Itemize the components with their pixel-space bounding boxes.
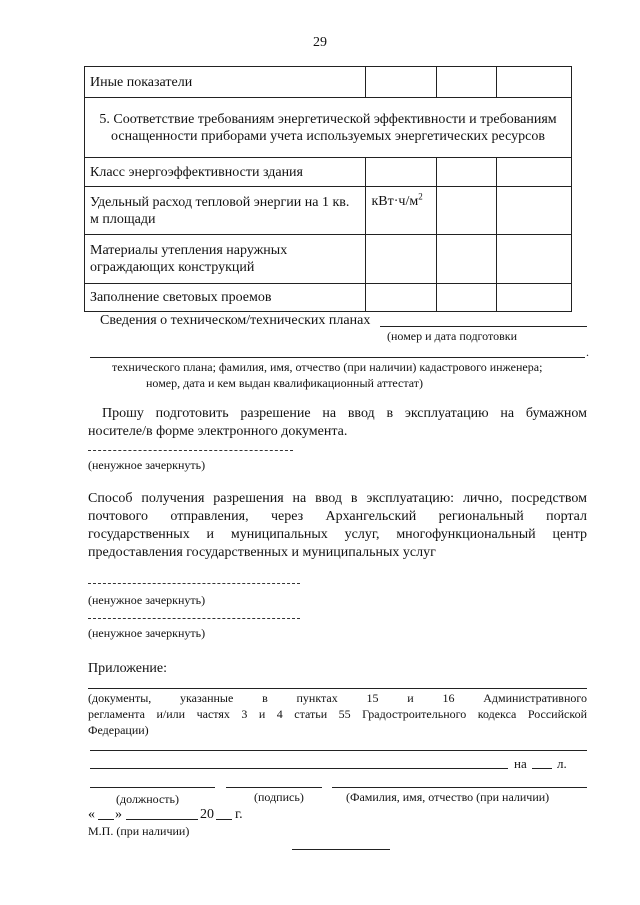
table-cell <box>366 284 437 312</box>
table-row <box>85 284 572 312</box>
tech-plan-hint-1: (номер и дата подготовки <box>387 329 518 343</box>
request-strike-line <box>88 450 293 451</box>
stamp-caption: М.П. (при наличии) <box>88 824 190 838</box>
date-year-prefix: 20 <box>200 807 214 822</box>
date-open-quote: « <box>88 807 95 822</box>
table-row <box>85 158 572 187</box>
unit-cell <box>366 187 437 235</box>
name-caption: (Фамилия, имя, отчество (при наличии) <box>346 790 550 804</box>
date-close-quote: » <box>115 807 122 822</box>
date-year-suffix: г. <box>235 807 243 822</box>
attachment-pages-suffix: л. <box>557 756 567 771</box>
name-line <box>332 787 587 788</box>
request-line-2: носителе/в форме электронного документа. <box>88 424 348 439</box>
row-label-energy-class: Класс энергоэффективности здания <box>85 158 366 187</box>
tech-plan-hint-2: технического плана; фамилия, имя, отчество (при наличии) кадастрового инженера; <box>112 360 543 374</box>
table-cell <box>437 284 497 312</box>
table-cell <box>437 187 497 235</box>
attachment-fill-line-2 <box>90 750 587 751</box>
attachment-fill-line-3 <box>90 768 508 769</box>
section-5-title: 5. Соответствие требованиям энергетической эффективности и требованиям оснащенности приборами учета используемых энергетических ресурсов <box>85 98 572 158</box>
method-line-1: Способ получения разрешения на ввод в эксплуатацию: лично, посредством <box>88 491 587 506</box>
row-label-insulation: Материалы утепления наружных ограждающих конструкций <box>85 235 366 284</box>
method-note-2: (ненужное зачеркнуть) <box>88 626 206 640</box>
attachment-hint-2: регламента и/или частях 3 и 4 статьи 55 Градостроительного кодекса Российской <box>88 707 587 721</box>
tech-plan-fill-line <box>380 326 587 327</box>
unit-heat-sup: 2 <box>418 191 423 202</box>
method-line-2: почтового отправления, через Архангельский региональный портал <box>88 509 587 524</box>
tech-plan-hint-3: номер, дата и кем выдан квалификационный аттестат) <box>146 376 424 390</box>
position-caption: (должность) <box>116 792 179 806</box>
unit-heat: кВт·ч/м <box>371 194 419 209</box>
attachment-label: Приложение: <box>88 661 168 676</box>
tech-plan-end-mark: . <box>586 345 589 359</box>
table-row <box>85 98 572 158</box>
request-line-1: Прошу подготовить разрешение на ввод в эксплуатацию на бумажном <box>102 406 587 421</box>
tech-plan-label: Сведения о техническом/технических планах <box>100 313 371 328</box>
table-cell <box>497 187 572 235</box>
method-line-4: предоставления государственных и муниципальных услуг <box>88 545 436 560</box>
attachment-pages-blank <box>532 768 552 769</box>
table-cell <box>366 158 437 187</box>
attachment-hint-1: (документы, указанные в пунктах 15 и 16 Административного <box>88 691 587 705</box>
method-strike-line-1 <box>88 583 300 584</box>
position-line <box>90 787 215 788</box>
table-cell <box>437 235 497 284</box>
table-cell <box>497 284 572 312</box>
table-cell <box>497 158 572 187</box>
tech-plan-fill-line-2 <box>90 357 585 358</box>
table-row <box>85 235 572 284</box>
signature-caption: (подпись) <box>254 790 304 804</box>
table-cell <box>437 67 497 98</box>
table-cell <box>437 158 497 187</box>
request-note: (ненужное зачеркнуть) <box>88 458 206 472</box>
attachment-pages-prefix: на <box>514 756 527 771</box>
table-row <box>85 187 572 235</box>
table-cell <box>366 67 437 98</box>
date-year-blank <box>216 819 232 820</box>
table-cell <box>366 235 437 284</box>
method-note-1: (ненужное зачеркнуть) <box>88 593 206 607</box>
date-day-blank <box>98 819 114 820</box>
table-cell <box>497 235 572 284</box>
row-label-windows: Заполнение световых проемов <box>85 284 366 312</box>
closing-rule <box>292 849 390 850</box>
energy-table <box>84 66 572 312</box>
row-label-other: Иные показатели <box>85 67 366 98</box>
page-number: 29 <box>313 35 327 50</box>
date-month-blank <box>126 819 198 820</box>
attachment-hint-3: Федерации) <box>88 723 149 737</box>
method-strike-line-2 <box>88 618 300 619</box>
row-label-heat-consumption: Удельный расход тепловой энергии на 1 кв. м площади <box>85 187 366 235</box>
table-row <box>85 67 572 98</box>
attachment-fill-line <box>88 688 587 689</box>
table-cell <box>497 67 572 98</box>
method-line-3: государственных и муниципальных услуг, многофункциональный центр <box>88 527 587 542</box>
signature-line <box>226 787 322 788</box>
